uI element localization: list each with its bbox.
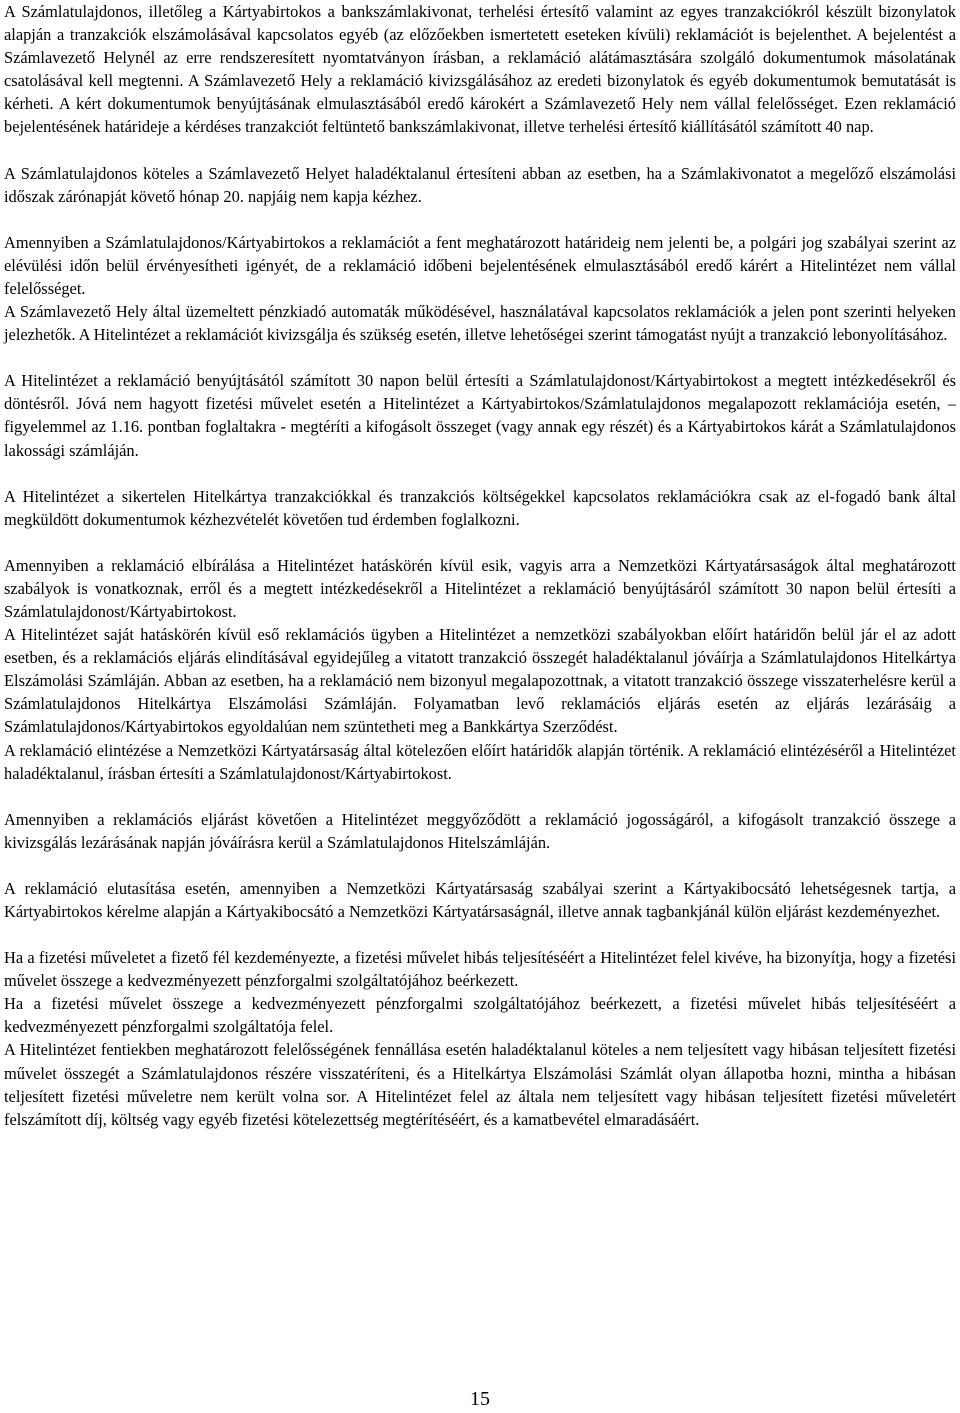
- paragraph-6: A Hitelintézet a sikertelen Hitelkártya tranzakciókkal és tranzakciós költségekkel kapcsolatos reklamációkra csak az el-fogadó bank által megküldött dokumentumok kézhezvételét követően tud érdemben foglalkozni.: [4, 486, 956, 529]
- paragraph-10: Amennyiben a reklamációs eljárást követően a Hitelintézet meggyőződött a reklamáció jogosságáról, a kifogásolt tranzakció összege a kivizsgálás lezárásának napján jóváírásra kerül a Számlatulajdonos Hitelszámláján.: [4, 809, 956, 852]
- paragraph-1: A Számlatulajdonos, illetőleg a Kártyabirtokos a bankszámlakivonat, terhelési értesítő valamint az egyes tranzakciókról készült bizonylatok alapján a tranzakciók elszámolásával kapcsolatos egyéb (az előzőekben ismertetett eseteken kívüli) reklamációt is bejelenthet. A bejelentést a Számlavezető Helynél az erre rendszeresített nyomtatványon írásban, a reklamáció alátámasztására szolgáló dokumentumok másolatának csatolásával kell megtenni. A Számlavezető Hely a reklamáció kivizsgálásához az eredeti bizonylatok és egyéb dokumentumok bemutatását is kérheti. A kért dokumentumok benyújtásának elmulasztásából eredő károkért a Számlavezető Hely nem vállal felelősséget. Ezen reklamáció bejelentésének határideje a kérdéses tranzakciót feltüntető bankszámlakivonat, illetve terhelési értesítő kiállításától számított 40 nap.: [4, 2, 956, 137]
- paragraph-7: Amennyiben a reklamáció elbírálása a Hitelintézet hatáskörén kívül esik, vagyis arra a Nemzetközi Kártyatársaságok által meghatározott szabályok is vonatkoznak, erről és a megtett intézkedésekről a Hitelintézet a reklamáció benyújtásáról számított 30 napon belül értesíti a Számlatulajdonost/Kártyabirtokost.: [4, 555, 956, 621]
- paragraph-9: A reklamáció elintézése a Nemzetközi Kártyatársaság által kötelezően előírt határidők alapján történik. A reklamáció elintézéséről a Hitelintézet haladéktalanul, írásban értesíti a Számlatulajdonost/Kártyabirtokost.: [4, 740, 956, 783]
- paragraph-11: A reklamáció elutasítása esetén, amennyiben a Nemzetközi Kártyatársaság szabályai szerint a Kártyakibocsátó lehetségesnek tartja, a Kártyabirtokos kérelme alapján a Kártyakibocsátó a Nemzetközi Kártyatársaságnál, illetve annak tagbankjánál külön eljárást kezdeményezhet.: [4, 878, 956, 921]
- paragraph-gap: [4, 139, 956, 162]
- paragraph-12: Ha a fizetési műveletet a fizető fél kezdeményezte, a fizetési művelet hibás teljesítéséért a Hitelintézet felel kivéve, ha bizonyítja, hogy a fizetési művelet összege a kedvezményezett pénzforgalmi szolgáltatójához beérkezett.: [4, 948, 956, 991]
- paragraph-gap: [4, 854, 956, 877]
- paragraph-5: A Hitelintézet a reklamáció benyújtásától számított 30 napon belül értesíti a Számlatulajdonost/Kártyabirtokost a megtett intézkedésekről és döntésről. Jóvá nem hagyott fizetési művelet esetén a Hitelintézet a Kártyabirtokos/Számlatulajdonos megalapozott reklamációja esetén, – figyelemmel az 1.16. pontban foglaltakra - megtéríti a kifogásolt összeget (vagy annak egy részét) és a Kártyabirtokos kárát a Számlatulajdonos lakossági számláján.: [4, 371, 956, 460]
- paragraph-2: A Számlatulajdonos köteles a Számlavezető Helyet haladéktalanul értesíteni abban az esetben, ha a Számlakivonatot a megelőző elszámolási időszak zárónapját követő hónap 20. napjáig nem kapja kézhez.: [4, 163, 956, 206]
- paragraph-8: A Hitelintézet saját hatáskörén kívül eső reklamációs ügyben a Hitelintézet a nemzetközi szabályokban előírt határidőn belül jár el az adott esetben, és a reklamációs eljárás elindításával egyidejűleg a vitatott tranzakció összegét haladéktalanul jóváírja a Számlatulajdonos Hitelkártya Elszámolási Számláján. Abban az esetben, ha a reklamáció nem bizonyul megalapozottnak, a vitatott tranzakció összege visszaterhelésre kerül a Számlatulajdonos Hitelkártya Elszámolási Számláján. Folyamatban levő reklamációs eljárás esetén az eljárás lezárásáig a Számlatulajdonos/Kártyabirtokos egyoldalúan nem szüntetheti meg a Bankkártya Szerződést.: [4, 625, 956, 737]
- page-number: 15: [470, 1388, 490, 1410]
- paragraph-3: Amennyiben a Számlatulajdonos/Kártyabirtokos a reklamációt a fent meghatározott határideig nem jelenti be, a polgári jog szabályai szerint az elévülési időn belül érvényesítheti igényét, de a reklamáció időbeni bejelentésének elmulasztásából eredő kárért a Hitelintézet nem vállal felelősséget.: [4, 232, 956, 298]
- paragraph-13: Ha a fizetési művelet összege a kedvezményezett pénzforgalmi szolgáltatójához beérkezett, a fizetési művelet hibás teljesítéséért a kedvezményezett pénzforgalmi szolgáltatója felel.: [4, 994, 956, 1037]
- paragraph-4: A Számlavezető Hely által üzemeltett pénzkiadó automaták működésével, használatával kapcsolatos reklamációk a jelen pont szerinti helyeken jelezhetők. A Hitelintézet a reklamációt kivizsgálja és szükség esetén, illetve lehetőségei szerint támogatást nyújt a tranzakció lebonyolításához.: [4, 302, 956, 345]
- paragraph-gap: [4, 785, 956, 808]
- paragraph-gap: [4, 208, 956, 231]
- document-body: [4, 0, 956, 1131]
- paragraph-gap: [4, 462, 956, 485]
- document-page: [4, 0, 956, 1131]
- paragraph-gap: [4, 531, 956, 554]
- paragraph-14: A Hitelintézet fentiekben meghatározott felelősségének fennállása esetén haladéktalanul köteles a nem teljesített vagy hibásan teljesített fizetési művelet összegét a Számlatulajdonos részére visszatéríteni, és a Hitelkártya Elszámolási Számlát olyan állapotba hozni, mintha a hibásan teljesített fizetési műveletre nem került volna sor. A Hitelintézet felel az általa nem teljesített vagy hibásan teljesített fizetési műveletért felszámított díj, költség vagy egyéb fizetési kötelezettség megtérítéséért, és a kamatbevétel elmaradásáért.: [4, 1040, 956, 1129]
- paragraph-gap: [4, 923, 956, 946]
- paragraph-gap: [4, 346, 956, 369]
